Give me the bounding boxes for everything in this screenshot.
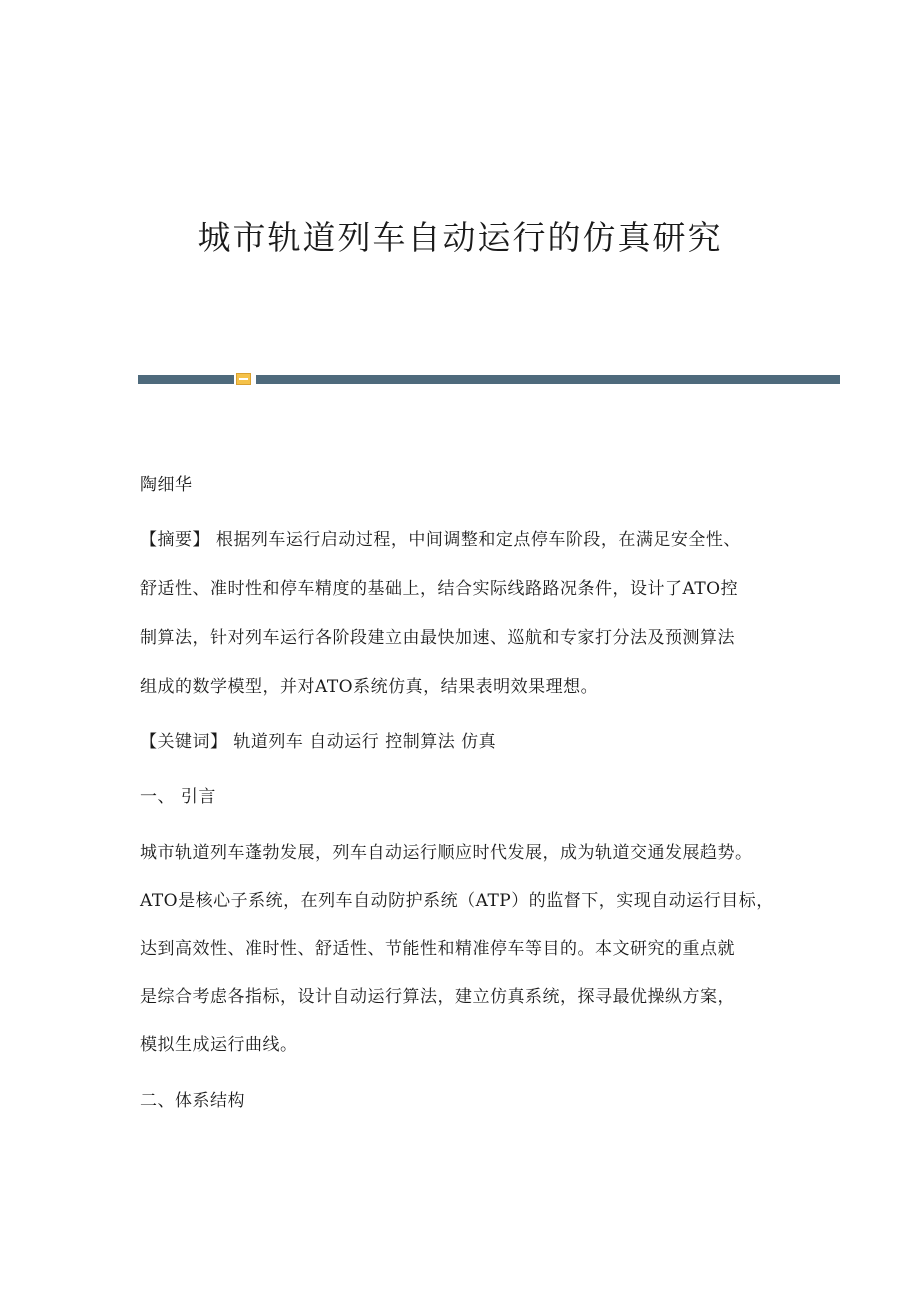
body-line: 达到高效性、准时性、舒适性、节能性和精准停车等目的。本文研究的重点就: [140, 939, 735, 959]
abstract-line: 【摘要】 根据列车运行启动过程，中间调整和定点停车阶段，在满足安全性、: [140, 530, 741, 550]
abstract-line: 制算法，针对列车运行各阶段建立由最快加速、巡航和专家打分法及预测算法: [140, 628, 735, 648]
author: 陶细华: [140, 475, 193, 495]
abstract-line: 组成的数学模型，并对ATO系统仿真，结果表明效果理想。: [140, 677, 599, 697]
title-rule-right: [256, 375, 840, 384]
abstract-line: 舒适性、准时性和停车精度的基础上，结合实际线路路况条件，设计了ATO控: [140, 579, 739, 599]
body-line: ATO是核心子系统，在列车自动防护系统（ATP）的监督下，实现自动运行目标，: [140, 891, 774, 911]
body-line: 城市轨道列车蓬勃发展，列车自动运行顺应时代发展，成为轨道交通发展趋势。: [140, 843, 753, 863]
keywords: 【关键词】 轨道列车 自动运行 控制算法 仿真: [140, 732, 497, 752]
title-rule-left: [138, 375, 234, 384]
body-line: 模拟生成运行曲线。: [140, 1035, 298, 1055]
section-heading-intro: 一、 引言: [140, 787, 216, 807]
section-heading-architecture: 二、体系结构: [140, 1091, 245, 1111]
document-icon: [236, 373, 251, 385]
document-title: 城市轨道列车自动运行的仿真研究: [197, 218, 723, 257]
body-line: 是综合考虑各指标，设计自动运行算法，建立仿真系统，探寻最优操纵方案，: [140, 987, 735, 1007]
